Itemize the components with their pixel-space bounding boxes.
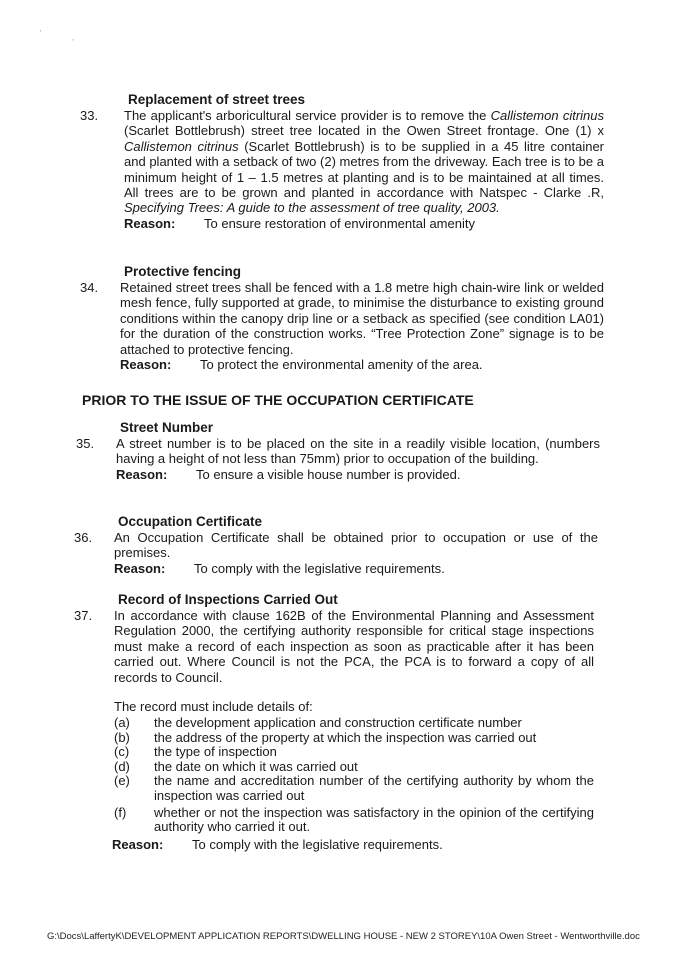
corner-mark: ': [40, 30, 42, 37]
condition-reason: [116, 467, 600, 482]
file-path-footer: G:\Docs\LaffertyK\DEVELOPMENT APPLICATION REPORTS\DWELLING HOUSE - NEW 2 STOREY\10A Owen Street - Wentworthville.doc: [47, 931, 640, 942]
condition-body: Retained street trees shall be fenced with a 1.8 metre high chain-wire link or welded mesh fence, fully supported at grade, to minimise the disturbance to existing ground conditions within the canopy drip line or a setback as specified (see condition LA01) for the duration of the construction works. “Tree Protection Zone” signage is to be attached to protective fencing.: [120, 280, 604, 357]
reason-text: To ensure restoration of environmental amenity: [204, 215, 475, 231]
reason-text: To comply with the legislative requirements.: [192, 836, 443, 852]
condition-reason: [114, 561, 598, 576]
list-item: [114, 716, 594, 731]
reason-text: To protect the environmental amenity of the area.: [200, 357, 483, 373]
list-value: the address of the property at which the inspection was carried out: [154, 729, 537, 745]
condition-reason: [112, 837, 594, 852]
condition-body: The applicant's arboricultural service provider is to remove the Callistemon citrinus (Scarlet Bottlebrush) street tree located in the Owen Street frontage. One (1) x Callistemon citrinus (Scarlet Bottlebrush) is to be supplied in a 45 litre container and planted with a setback of two (2) metres from the driveway. Each tree is to be a minimum height of 1 – 1.5 metres at planting and is to be maintained at all times. All trees are to be grown and planted in accordance with Natspec - Clarke .R, Specifying Trees: A guide to the assessment of tree quality, 2003.: [124, 108, 605, 216]
condition-number: 37.: [74, 608, 93, 623]
list-key: (e): [114, 773, 130, 789]
corner-mark: ¸: [72, 34, 75, 41]
list-value: whether or not the inspection was satisfactory in the opinion of the certifying authority who carried it out.: [154, 804, 594, 835]
reason-label: Reason:: [120, 357, 172, 373]
list-item: [114, 731, 594, 746]
condition-reason: [124, 216, 604, 231]
condition-number: 33.: [80, 108, 99, 123]
list-value: the type of inspection: [154, 744, 277, 760]
reason-label: Reason:: [116, 466, 168, 482]
condition-heading: Replacement of street trees: [128, 92, 306, 107]
section-heading: PRIOR TO THE ISSUE OF THE OCCUPATION CERTIFICATE: [82, 392, 474, 408]
condition-33: [80, 92, 605, 231]
reason-text: To comply with the legislative requirements.: [194, 560, 445, 576]
list-intro: The record must include details of:: [114, 699, 313, 715]
reason-label: Reason:: [124, 215, 176, 231]
list-value: the development application and construction certificate number: [154, 715, 522, 731]
reason-text: To ensure a visible house number is provided.: [196, 466, 461, 482]
list-item: [114, 760, 594, 775]
inspection-record-list: [114, 716, 594, 835]
condition-body: A street number is to be placed on the site in a readily visible location, (numbers having a height of not less than 75mm) prior to occupation of the building.: [116, 436, 600, 467]
list-key: (a): [114, 715, 130, 731]
condition-34: [80, 264, 604, 373]
condition-heading: Protective fencing: [124, 264, 242, 279]
condition-heading: Record of Inspections Carried Out: [118, 592, 338, 607]
condition-heading: Street Number: [120, 420, 214, 435]
list-key: (b): [114, 729, 130, 745]
condition-number: 34.: [80, 280, 99, 295]
condition-heading: Occupation Certificate: [118, 514, 263, 529]
condition-37: [74, 592, 594, 852]
condition-number: 35.: [76, 436, 95, 451]
condition-number: 36.: [74, 530, 93, 545]
list-item: [114, 745, 594, 760]
list-key: (f): [114, 804, 127, 820]
list-item: [114, 774, 594, 803]
list-value: the date on which it was carried out: [154, 758, 358, 774]
list-value: the name and accreditation number of the certifying authority by whom the inspection was carried out: [154, 773, 594, 803]
reason-label: Reason:: [114, 560, 166, 576]
list-key: (c): [114, 744, 130, 760]
condition-36: [74, 514, 598, 576]
condition-35: [76, 420, 600, 482]
condition-body: An Occupation Certificate shall be obtained prior to occupation or use of the premises.: [114, 530, 598, 561]
list-item: [114, 806, 594, 835]
reason-label: Reason:: [112, 836, 164, 852]
condition-body: In accordance with clause 162B of the Environmental Planning and Assessment Regulation 2000, the certifying authority responsible for critical stage inspections must make a record of each inspection as soon as practicable after it has been carried out. Where Council is not the PCA, the PCA is to forward a copy of all records to Council.: [114, 608, 594, 685]
condition-reason: [120, 357, 604, 372]
list-key: (d): [114, 758, 130, 774]
